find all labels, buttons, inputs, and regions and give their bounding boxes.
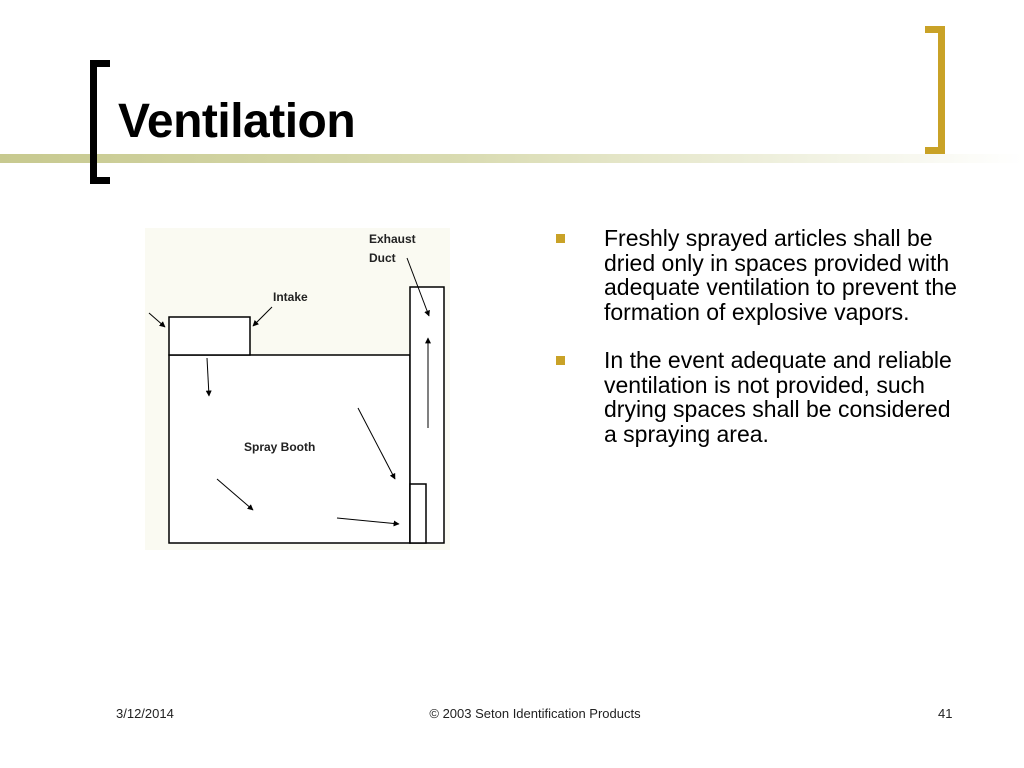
square-bullet-icon [556,234,565,243]
bullet-list [552,226,962,470]
exhaust-duct-inlet [410,484,426,543]
right-bracket-decoration [925,26,945,154]
spray-booth-label: Spray Booth [244,440,316,454]
intake-box [169,317,250,355]
square-bullet-icon [556,356,565,365]
spray-booth-diagram [145,228,450,550]
duct-label: Duct [369,251,396,265]
footer-page-number: 41 [938,706,953,721]
left-bracket-decoration [90,60,110,184]
bullet-text: In the event adequate and reliable ventilation is not provided, such drying spaces shall be considered a spraying area. [604,347,952,447]
bullet-text: Freshly sprayed articles shall be dried only in spaces provided with adequate ventilation to prevent the formation of explosive vapors. [604,225,957,325]
intake-label: Intake [273,290,308,304]
title-underline-bar [0,154,1024,163]
slide-title: Ventilation [118,95,356,148]
footer-date: 3/12/2014 [116,706,174,721]
bullet-item [552,348,962,446]
bullet-item [552,226,962,324]
footer-copyright: © 2003 Seton Identification Products [429,706,641,721]
exhaust-label: Exhaust [369,232,416,246]
